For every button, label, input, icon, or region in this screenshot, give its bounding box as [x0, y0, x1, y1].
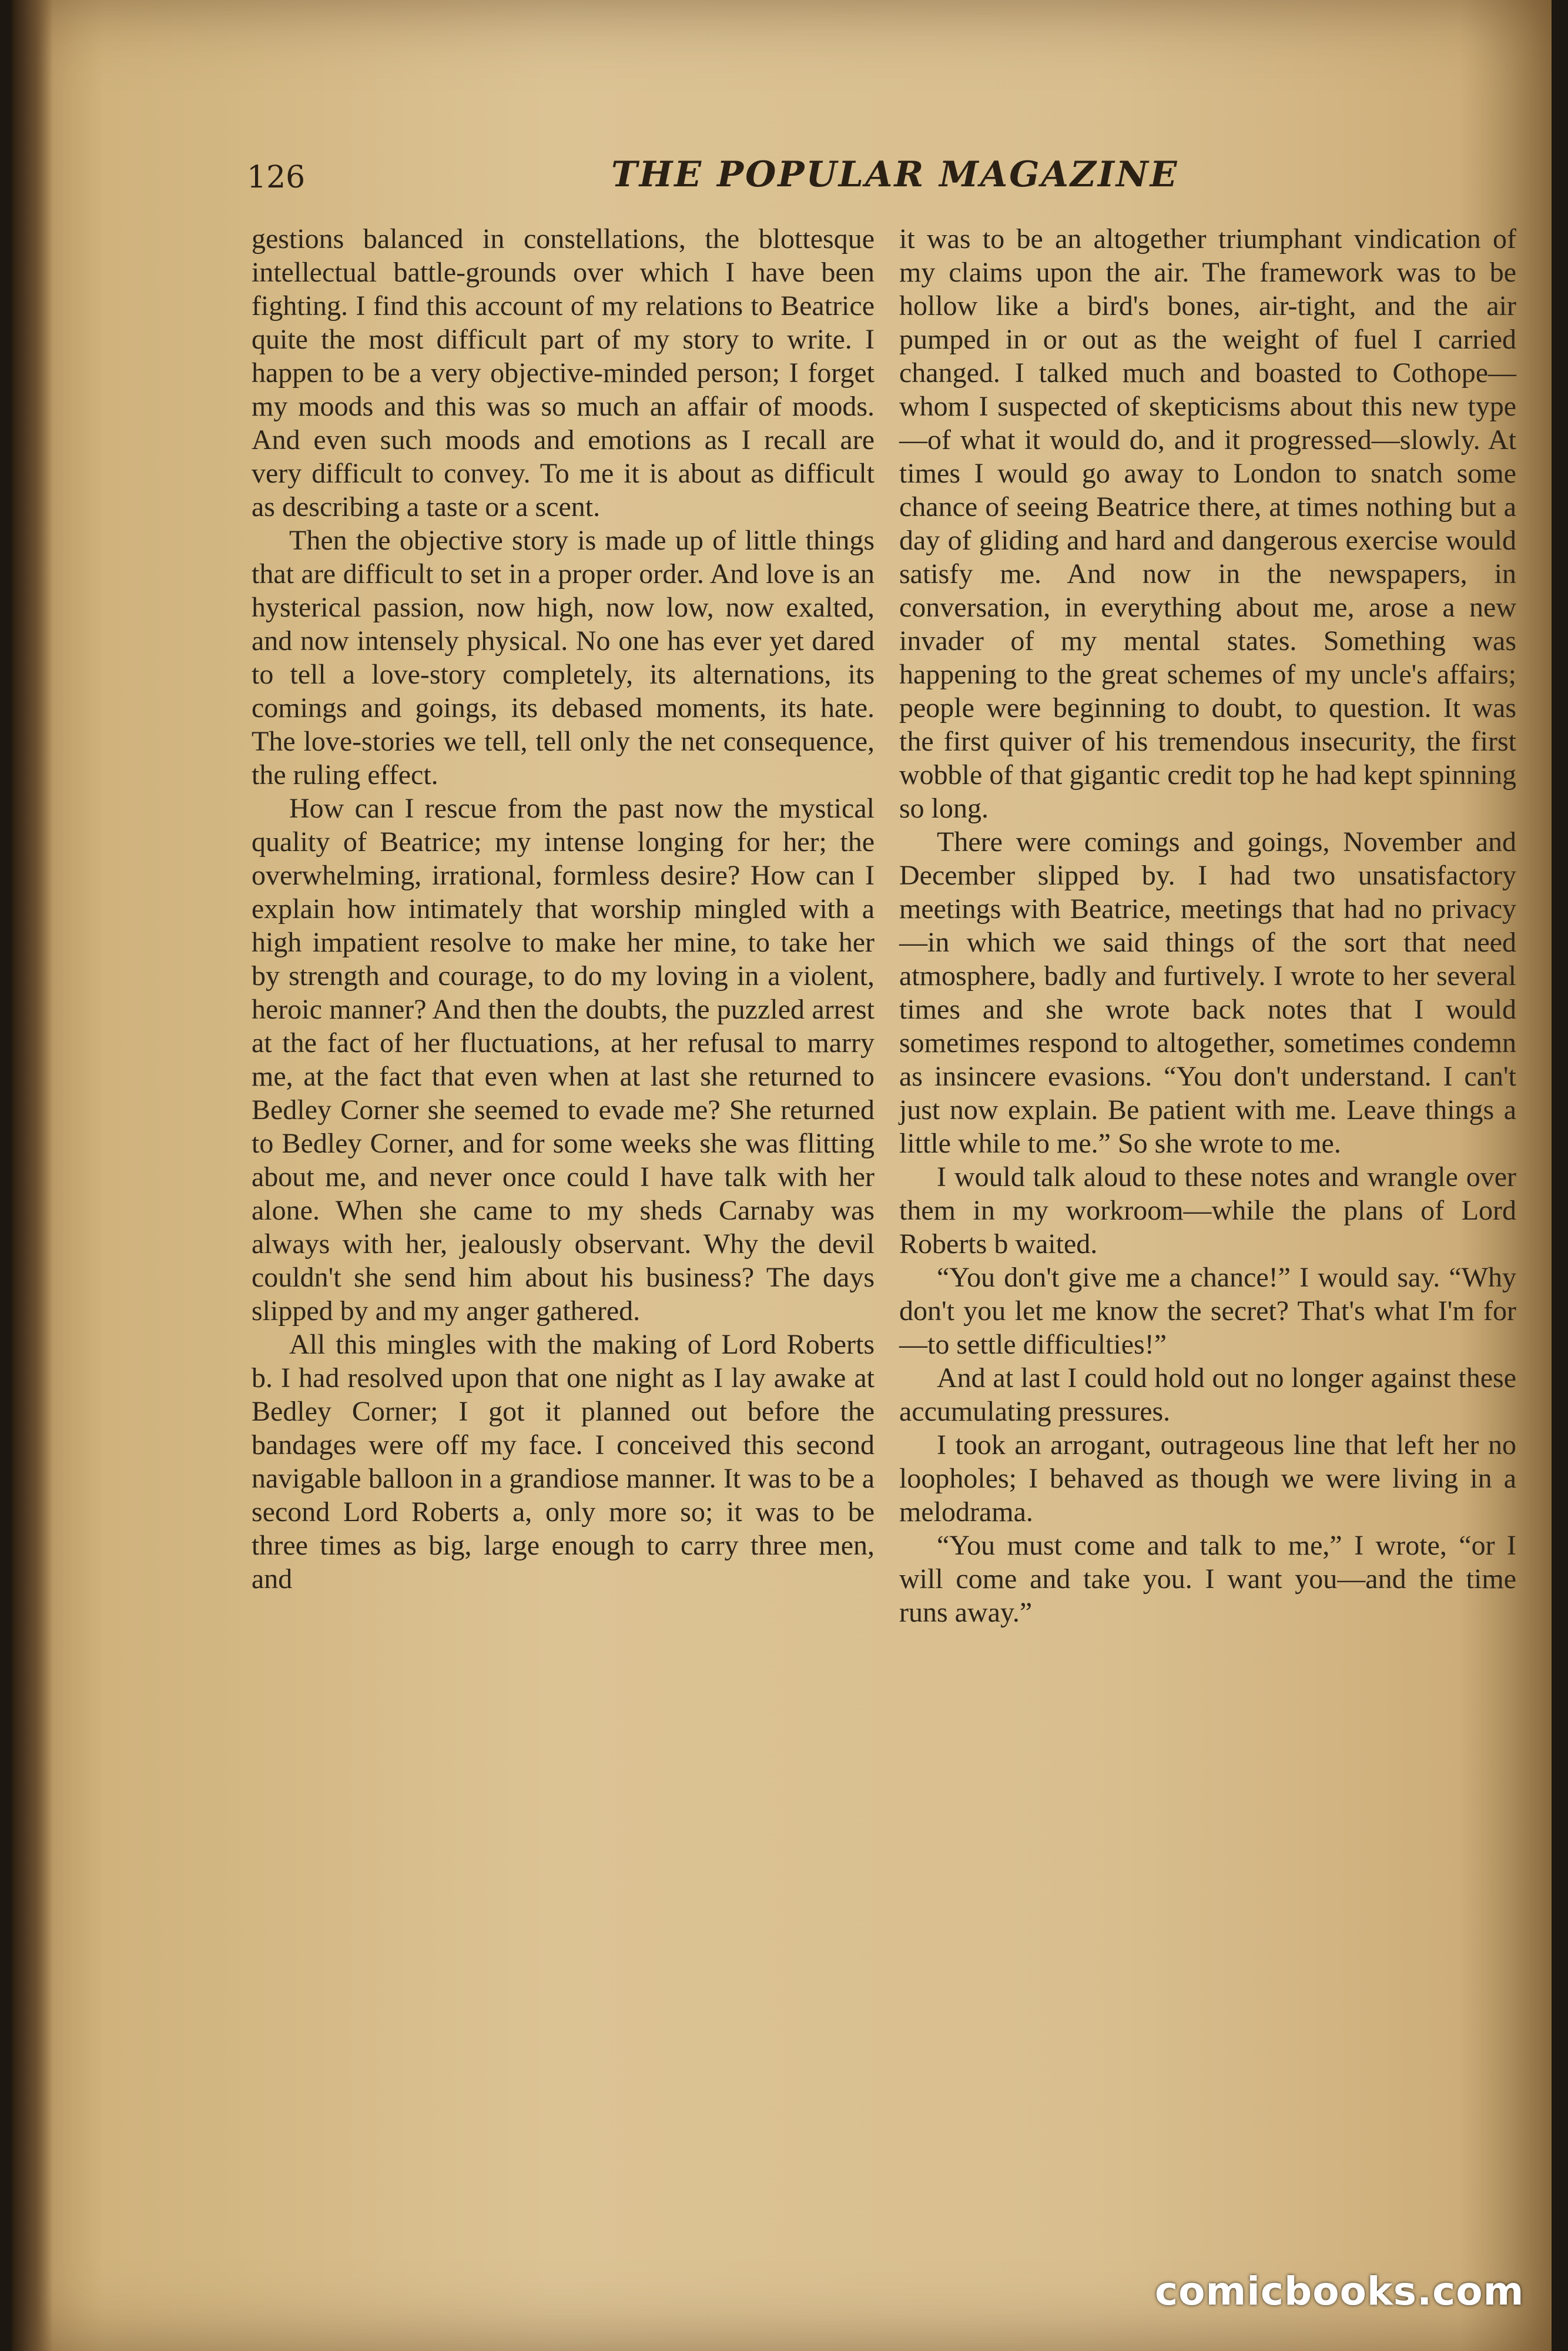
- running-title: THE POPULAR MAGAZINE: [611, 154, 1179, 195]
- paragraph: it was to be an altogether triumphant vindication of my claims upon the air. The framework was to be hollow like a bird's bones, air-tight, and the air pumped in or out as the weight of fuel I carried changed. I talked much and boasted to Cothope—whom I suspected of skepticisms about this new type—of what it would do, and it progressed—slowly. At times I would go away to London to snatch some chance of seeing Beatrice there, at times nothing but a day of gliding and hard and dangerous exercise would satisfy me. And now in the newspapers, in conversation, in everything about me, arose a new invader of my mental states. Something was happening to the great schemes of my uncle's affairs; people were beginning to doubt, to question. It was the first quiver of his tremendous insecurity, the first wobble of that gigantic credit top he had kept spinning so long.: [899, 223, 1516, 824]
- paragraph: “You don't give me a chance!” I would say. “Why don't you let me know the secret? That's what I'm for—to settle difficulties!”: [899, 1262, 1516, 1360]
- paragraph: “You must come and talk to me,” I wrote, “or I will come and take you. I want you—and the time runs away.”: [899, 1530, 1516, 1628]
- paragraph: And at last I could hold out no longer against these accumulating pressures.: [899, 1362, 1516, 1427]
- magazine-page: [12, 0, 1552, 2351]
- paragraph: There were comings and goings, November and December slipped by. I had two unsatisfactory meetings with Beatrice, meetings that had no privacy—in which we said things of the sort that need atmosphere, badly and furtively. I wrote to her several times and she wrote back notes that I would sometimes respond to altogether, sometimes condemn as insincere evasions. “You don't understand. I can't just now explain. Be patient with me. Leave things a little while to me.” So she wrote to me.: [899, 826, 1516, 1159]
- paragraph: I took an arrogant, outrageous line that left her no loopholes; I behaved as though we were living in a melodrama.: [899, 1429, 1516, 1528]
- paragraph: gestions balanced in constellations, the blottesque intellectual battle-grounds over which I have been fighting. I find this account of my relations to Beatrice quite the most difficult part of my story to write. I happen to be a very objective-minded person; I forget my moods and this was so much an affair of moods. And even such moods and emotions as I recall are very difficult to convey. To me it is about as difficult as describing a taste or a scent.: [252, 223, 875, 523]
- page-header: [247, 154, 1528, 201]
- binding-edge: [12, 0, 53, 2351]
- watermark: comicbooks.com: [1155, 2269, 1525, 2314]
- paragraph: I would talk aloud to these notes and wrangle over them in my workroom—while the plans of Lord Roberts b waited.: [899, 1161, 1516, 1260]
- left-column: [252, 222, 875, 1596]
- paragraph: All this mingles with the making of Lord Roberts b. I had resolved upon that one night as I lay awake at Bedley Corner; I got it planned out before the bandages were off my face. I conceived this second navigable balloon in a grandiose manner. It was to be a second Lord Roberts a, only more so; it was to be three times as big, large enough to carry three men, and: [252, 1329, 875, 1595]
- right-column: [899, 222, 1516, 1629]
- page-number: 126: [247, 160, 306, 195]
- paragraph: Then the objective story is made up of little things that are difficult to set in a proper order. And love is an hysterical passion, now high, now low, now exalted, and now intensely physical. No one has ever yet dared to tell a love-story completely, its alternations, its comings and goings, its debased moments, its hate. The love-stories we tell, tell only the net consequence, the ruling effect.: [252, 525, 875, 791]
- paragraph: How can I rescue from the past now the mystical quality of Beatrice; my intense longing for her; the overwhelming, irrational, formless desire? How can I explain how intimately that worship mingled with a high impatient resolve to make her mine, to take her by strength and courage, to do my loving in a violent, heroic manner? And then the doubts, the puzzled arrest at the fact of her fluctuations, at her refusal to marry me, at the fact that even when at last she returned to Bedley Corner she seemed to evade me? She returned to Bedley Corner, and for some weeks she was flitting about me, and never once could I have talk with her alone. When she came to my sheds Carnaby was always with her, jealously observant. Why the devil couldn't she send him about his business? The days slipped by and my anger gathered.: [252, 793, 875, 1327]
